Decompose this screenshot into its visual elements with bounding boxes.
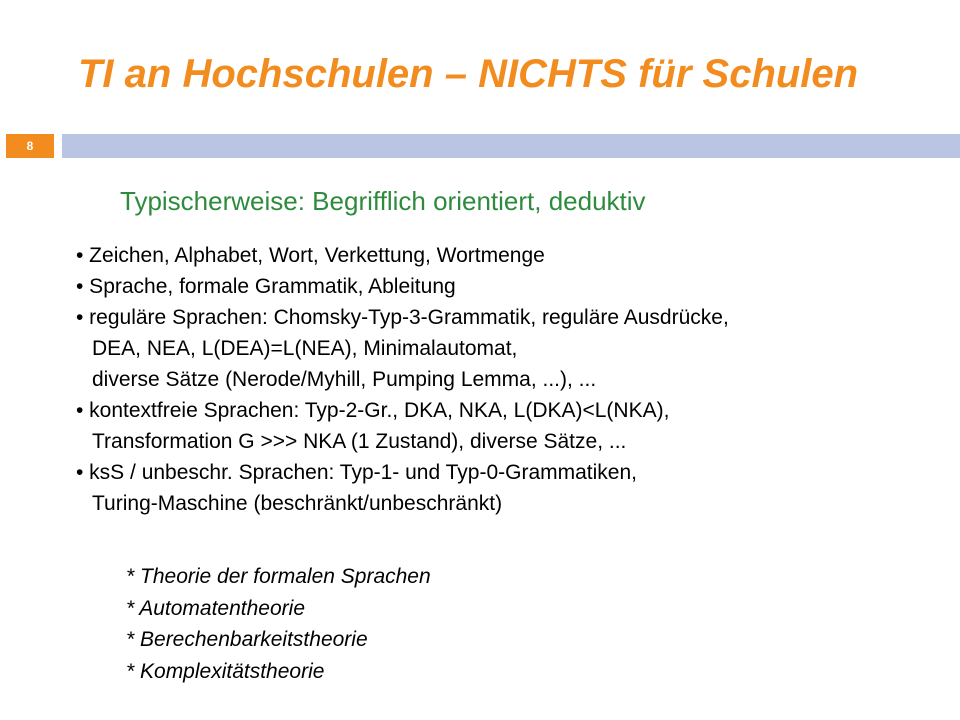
bullet-item: • ksS / unbeschr. Sprachen: Typ-1- und Typ-0-Grammatiken, [76, 461, 638, 484]
bullet-continuation: Transformation G >>> NKA (1 Zustand), diverse Sätze, ... [92, 430, 627, 453]
bullet-continuation: diverse Sätze (Nerode/Myhill, Pumping Lemma, ...), ... [92, 368, 597, 391]
topic-item: * Automatentheorie [126, 596, 306, 620]
bullet-item: • Zeichen, Alphabet, Wort, Verkettung, Wortmenge [76, 244, 545, 267]
slide-subtitle: Typischerweise: Begrifflich orientiert, deduktiv [120, 186, 646, 216]
topic-item: * Theorie der formalen Sprachen [126, 565, 431, 588]
page-number-badge: 8 [6, 134, 54, 158]
slide-title: TI an Hochschulen – NICHTS für Schulen [78, 52, 859, 96]
bullet-item: • kontextfreie Sprachen: Typ-2-Gr., DKA, NKA, L(DKA)<L(NKA), [76, 399, 670, 422]
topic-item: * Berechenbarkeitstheorie [126, 628, 368, 651]
header-bar [62, 134, 960, 158]
topic-item: * Komplexitätstheorie [126, 659, 325, 683]
bullet-continuation: DEA, NEA, L(DEA)=L(NEA), Minimalautomat, [92, 337, 518, 360]
bullet-item: • Sprache, formale Grammatik, Ableitung [76, 275, 456, 298]
bullet-item: • reguläre Sprachen: Chomsky-Typ-3-Grammatik, reguläre Ausdrücke, [76, 306, 729, 329]
topic-list [126, 561, 431, 687]
bullet-continuation: Turing-Maschine (beschränkt/unbeschränkt) [92, 492, 503, 515]
bullet-list [76, 240, 946, 519]
